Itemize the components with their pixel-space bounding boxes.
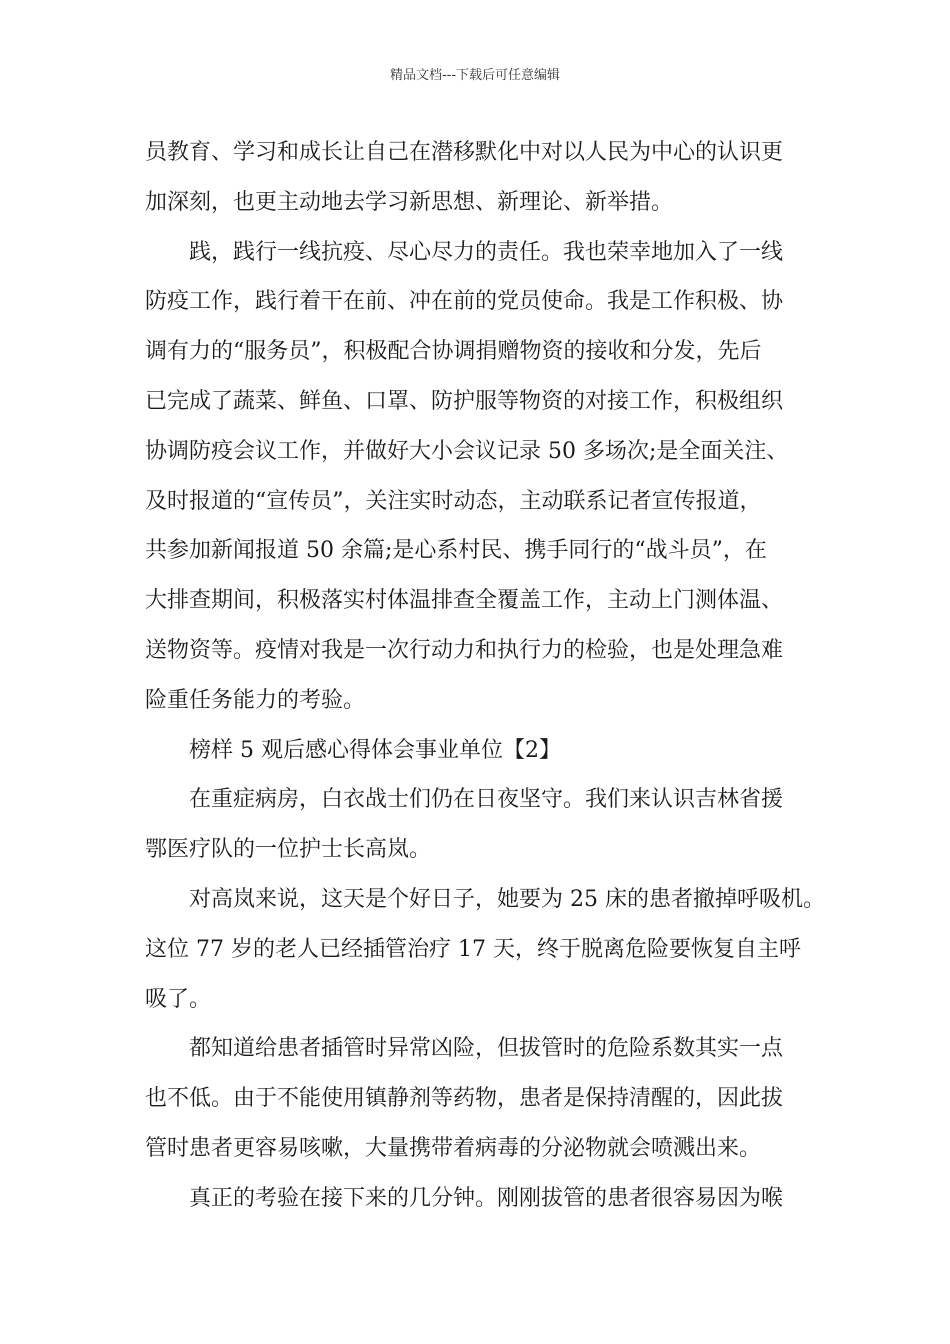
text-line: 对高岚来说，这天是个好日子，她要为 25 床的患者撤掉呼吸机。 [189,886,825,912]
text-line: 已完成了蔬菜、鲜鱼、口罩、防护服等物资的对接工作，积极组织 [145,388,784,414]
page-header: 精品文档---下载后可任意编辑 [389,68,561,83]
text-line: 践，践行一线抗疫、尽心尽力的责任。我也荣幸地加入了一线 [189,239,784,265]
text-line: 都知道给患者插管时异常凶险，但拔管时的危险系数其实一点 [189,1036,784,1062]
text-line: 榜样 5 观后感心得体会事业单位【2】 [189,737,561,763]
text-line: 在重症病房，白衣战士们仍在日夜坚守。我们来认识吉林省援 [189,787,784,813]
document-body [145,133,825,1229]
text-line: 共参加新闻报道 50 余篇;是心系村民、携手同行的“战斗员”，在 [145,538,767,564]
text-line: 鄂医疗队的一位护士长高岚。 [145,837,432,863]
text-line: 防疫工作，践行着干在前、冲在前的党员使命。我是工作积极、协 [145,289,784,315]
text-line: 险重任务能力的考验。 [145,687,366,713]
text-line: 加深刻，也更主动地去学习新思想、新理论、新举措。 [145,189,674,215]
text-line: 送物资等。疫情对我是一次行动力和执行力的检验，也是处理急难 [145,637,784,663]
text-line: 大排查期间，积极落实村体温排查全覆盖工作，主动上门测体温、 [145,588,784,614]
text-line: 协调防疫会议工作，并做好大小会议记录 50 多场次;是全面关注、 [145,438,789,464]
text-line: 管时患者更容易咳嗽，大量携带着病毒的分泌物就会喷溅出来。 [145,1135,762,1161]
text-line: 吸了。 [145,986,212,1012]
text-line: 这位 77 岁的老人已经插管治疗 17 天，终于脱离危险要恢复自主呼 [145,936,801,962]
text-line: 调有力的“服务员”，积极配合协调捐赠物资的接收和分发，先后 [145,339,762,365]
text-line: 真正的考验在接下来的几分钟。刚刚拔管的患者很容易因为喉 [189,1185,784,1211]
text-line: 及时报道的“宣传员”，关注实时动态，主动联系记者宣传报道， [145,488,762,514]
text-line: 员教育、学习和成长让自己在潜移默化中对以人民为中心的认识更 [145,140,784,165]
text-line: 也不低。由于不能使用镇静剂等药物，患者是保持清醒的，因此拔 [145,1086,784,1112]
